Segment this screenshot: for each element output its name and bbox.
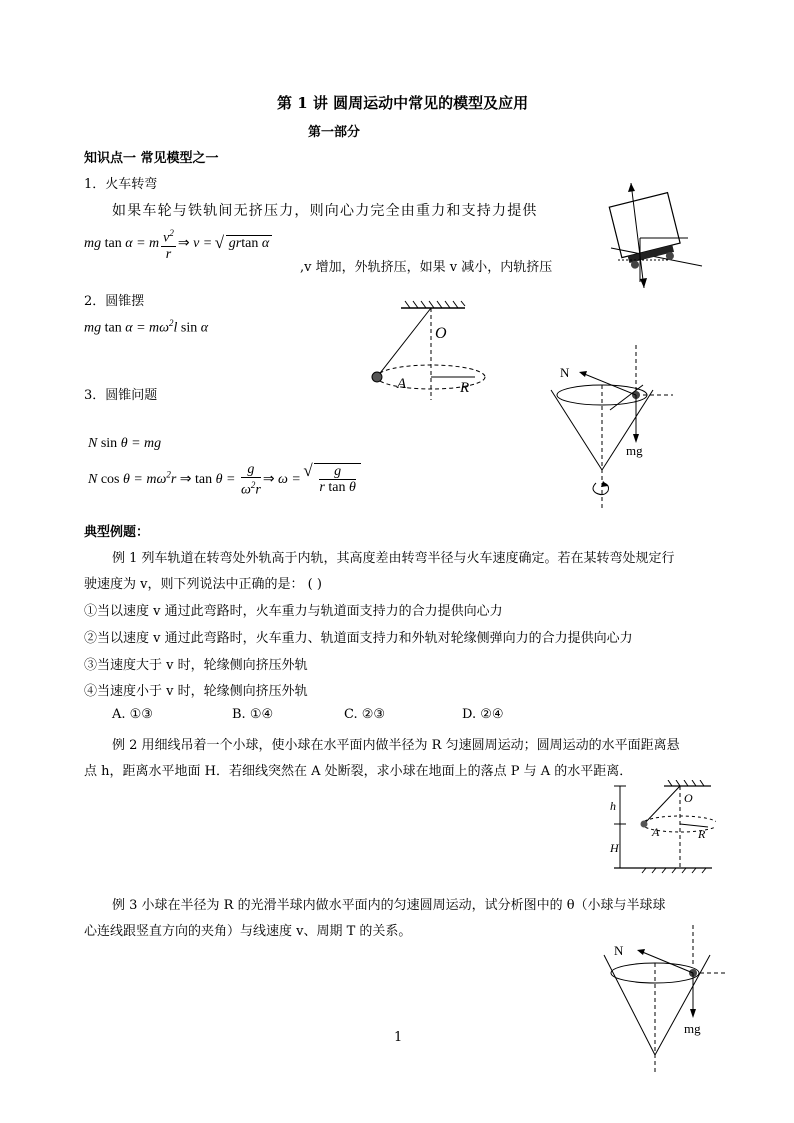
- item-train-text: 如果车轮与铁轨间无挤压力，则向心力完全由重力和支持力提供: [112, 203, 538, 219]
- train-formula-tail: ,v 增加，外轨挤压，如果 v 减小，内轨挤压: [300, 260, 553, 275]
- pendulum-figure: [365, 300, 495, 402]
- ex1-choice-a: A. ①③: [112, 707, 153, 722]
- pendulum-label-o: O: [435, 325, 447, 342]
- examples-heading: 典型例题：: [84, 525, 150, 540]
- page-number: 1: [394, 1030, 403, 1045]
- ex1-option-1: ①当以速度 v 通过此弯路时，火车重力与轨道面支持力的合力提供向心力: [84, 604, 503, 619]
- ex2-label-o: O: [684, 791, 693, 805]
- part-heading: 第一部分: [308, 125, 361, 140]
- train-formula: mg tan α = m $\frac{v^2}{r}$ ⇒ v = √ grtan α: [84, 226, 272, 262]
- item-pendulum-label: 2．圆锥摆: [84, 294, 145, 309]
- ex1-text-2: 驶速度为 v，则下列说法中正确的是： ( ): [84, 577, 322, 592]
- ex1-choice-d: D. ②④: [462, 707, 504, 722]
- ex1-option-2: ②当以速度 v 通过此弯路时，火车重力、轨道面支持力和外轨对轮缘侧弹向力的合力提供向心力: [84, 631, 633, 646]
- cone-label-mg: mg: [626, 443, 643, 458]
- pendulum-formula: mg $\tan \alpha = m\omega^2l$ sin α: [84, 318, 209, 336]
- ex3-label-n: N: [614, 943, 624, 958]
- ex2-figure: [606, 780, 716, 874]
- ex2-label-h: h: [610, 799, 616, 813]
- page-title: 第 1 讲 圆周运动中常见的模型及应用: [277, 94, 529, 112]
- ex3-figure: [600, 925, 735, 1075]
- cone-formula-1: N sin θ = mg: [88, 436, 162, 451]
- item-cone-label: 3．圆锥问题: [84, 388, 158, 403]
- cone-label-n: N: [560, 365, 570, 380]
- ex3-text-2: 心连线跟竖直方向的夹角）与线速度 v、周期 T 的关系。: [84, 924, 412, 939]
- ex2-text-2: 点 h，距离水平地面 H．若细线突然在 A 处断裂，求小球在地面上的落点 P 与 A 的水平距离．: [84, 764, 633, 779]
- ex1-option-3: ③当速度大于 v 时，轮缘侧向挤压外轨: [84, 658, 308, 673]
- ex1-choice-b: B. ①④: [232, 707, 274, 722]
- train-figure: [596, 178, 706, 290]
- ex1-text-1: 例 1 列车轨道在转弯处外轨高于内轨，其高度差由转弯半径与火车速度确定。若在某转弯处规定行: [112, 551, 675, 566]
- section-heading: 知识点一 常见模型之一: [84, 151, 219, 166]
- ex2-label-r: R: [698, 827, 706, 841]
- ex3-text-1: 例 3 小球在半径为 R 的光滑半球内做水平面内的匀速圆周运动，试分析图中的 θ（小球与半球球: [112, 898, 666, 913]
- pendulum-label-a: A: [397, 376, 407, 392]
- ex1-option-4: ④当速度小于 v 时，轮缘侧向挤压外轨: [84, 684, 308, 699]
- pendulum-label-r: R: [460, 380, 470, 396]
- ex2-label-a: A: [652, 825, 660, 839]
- ex2-label-hh: H: [610, 841, 619, 855]
- cone-figure: [548, 345, 683, 515]
- ex3-label-mg: mg: [684, 1021, 701, 1036]
- ex1-choice-c: C. ②③: [344, 707, 386, 722]
- ex2-text-1: 例 2 用细线吊着一个小球，使小球在水平面内做半径为 R 匀速圆周运动；圆周运动的水平面距离悬: [112, 738, 680, 753]
- cone-formula-2: N $\cos \theta = m\omega^2r$ ⇒ tan θ = $\frac{g}{\omega^2r}$ ⇒ ω = √ $\frac{g}{\text{r tan θ}}$: [88, 462, 361, 498]
- item-train-label: 1．火车转弯: [84, 177, 158, 192]
